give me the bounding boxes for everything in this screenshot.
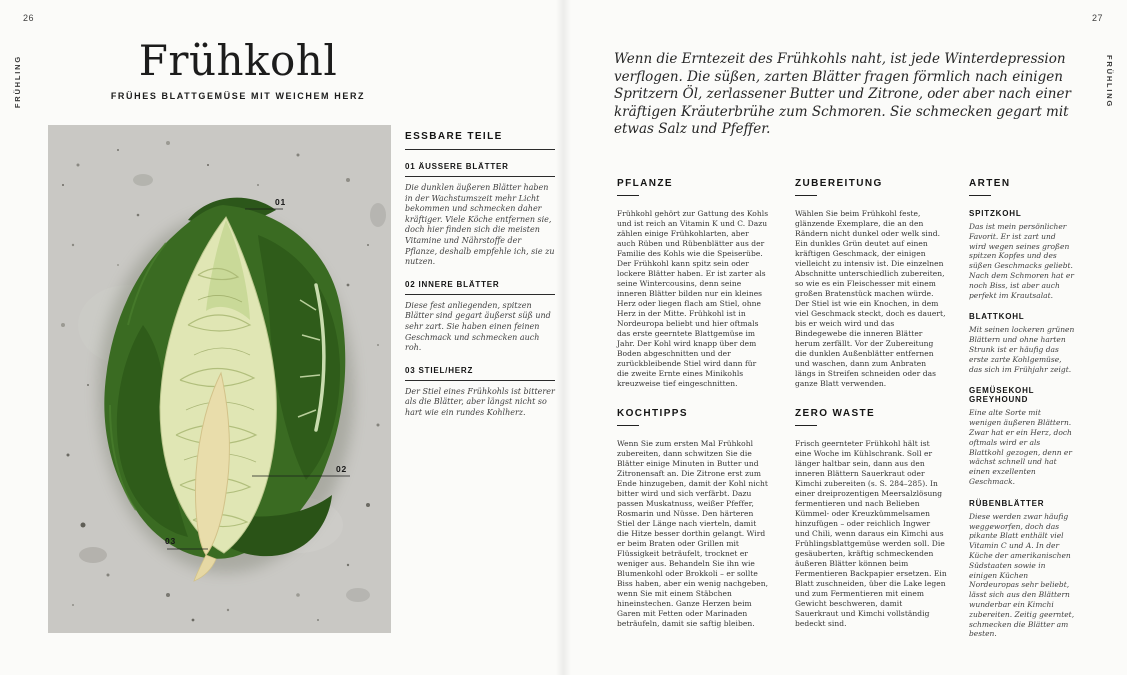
section-heading-zubereitung: ZUBEREITUNG — [795, 178, 947, 196]
variety-spitzkohl — [969, 209, 1075, 300]
sidebar-item-inner-leaves — [405, 280, 555, 354]
season-label-left: FRÜHLING — [13, 55, 22, 109]
section-zubereitung — [795, 178, 947, 389]
sidebar-heading: ESSBARE TEILE — [405, 131, 503, 142]
section-text-zero-waste: Frisch geernteter Frühkohl hält ist eine Woche im Kühlschrank. Soll er länger haltbar sein, dann aus den inneren Blättern Sauerkraut oder Kimchi zubereiten (s. S. 284–285). In einer dreiprozentigen Meersalzlösung fermentieren und nach Belieben Kümmel- oder Kreuzkümmelsamen hinzufügen – oder reichlich Ingwer und Chili, wenn daraus ein Kimchi aus Frühlingsblattgemüse werden soll. Die gesäuberten, kräftig schmeckenden äußeren Blätter können beim Fermentieren Backpapier ersetzen. Ein Blatt zuschneiden, über die Lake legen und zum Fermentieren mit einem Gewicht beschweren, damit Sauerkraut und Kimchi vollständig bedeckt sind. — [795, 439, 947, 628]
variety-list — [969, 209, 1075, 639]
intro-paragraph: Wenn die Erntezeit des Frühkohls naht, ist jede Winterdepression verflogen. Die süßen, zarten Blätter fragen förmlich nach einigen Spritzern Öl, zerlassener Butter und Zitrone, oder aber nach einer kräftigen Kräuterbrühe zum Schmoren. Sie schmecken gegart mit etwas Salz und Pfeffer. — [614, 51, 1071, 137]
variety-ruebenblaetter — [969, 499, 1075, 639]
chapter-header — [108, 36, 368, 101]
callout-03-label: 03 — [165, 536, 177, 546]
item-rule — [405, 176, 555, 177]
item-number: 03 — [405, 365, 416, 375]
section-heading-pflanze: PFLANZE — [617, 178, 769, 196]
variety-text: Eine alte Sorte mit wenigen äußeren Blättern. Zwar hat er ein Herz, doch oftmals wird er als Blattkohl gezogen, denn er wächst schnell und hat einen exzellenten Geschmack. — [969, 408, 1072, 486]
page-number-right: 27 — [1091, 13, 1103, 23]
variety-gemuesekohl-greyhound — [969, 386, 1075, 486]
variety-title: BLATTKOHL — [969, 312, 1025, 322]
sidebar-item-stem-heart — [405, 366, 555, 419]
callout-01-label: 01 — [275, 197, 287, 207]
variety-title: SPITZKOHL — [969, 209, 1022, 218]
cabbage-photo — [48, 125, 391, 633]
variety-title: RÜBENBLÄTTER — [969, 498, 1045, 508]
season-label-right: FRÜHLING — [1105, 55, 1114, 109]
item-text: Diese fest anliegenden, spitzen Blätter sind gegart äußerst süß und sehr zart. Sie haben einen feinen Geschmack und schmecken auch roh. — [405, 300, 551, 353]
page-title: Frühkohl — [138, 36, 338, 85]
item-rule — [405, 294, 555, 295]
page-number-left: 26 — [23, 13, 35, 23]
item-number: 02 — [405, 279, 416, 289]
section-arten — [969, 178, 1075, 639]
section-text-zubereitung: Wählen Sie beim Frühkohl feste, glänzende Exemplare, die an den Rändern nicht dunkel oder welk sind. Ein dunkles Grün deutet auf einen kräftigen Geschmack, der einigen vielleicht zu intensiv ist. Die einzelnen Abschnitte unterschiedlich zubereiten, so wie es ein Fleischesser mit einem großen Bratenstück machen würde. Der Stiel ist wie ein Knochen, in dem viel Geschmack steckt, doch es dauert, bis er weich wird und das Bindegewebe die inneren Blätter herum zerfällt. Vor der Zubereitung die dunklen Außenblätter entfernen und waschen, dann zum Anbraten längs in Streifen schneiden oder das ganze Blatt verwenden. — [795, 209, 946, 388]
variety-text: Diese werden zwar häufig weggeworfen, doch das pikante Blatt enthält viel Vitamin C und A. In der Küche der amerikanischen Südstaaten sowie in einigen Küchen Nordeuropas sehr beliebt, lässt sich aus den Blättern wunderbar ein Kimchi zubereiten. Zeitig geerntet, schmecken die Blätter am besten. — [969, 511, 1075, 639]
item-title: INNERE BLÄTTER — [418, 279, 500, 289]
variety-text: Mit seinen lockeren grünen Blättern und ohne harten Strunk ist er häufig das erste zarte Kohlgemüse, das sich im Frühjahr zeigt. — [969, 325, 1075, 374]
section-kochtipps — [617, 408, 769, 629]
item-rule — [405, 380, 555, 381]
section-heading-zero-waste: ZERO WASTE — [795, 408, 947, 426]
section-heading-kochtipps: KOCHTIPPS — [617, 408, 769, 426]
variety-text: Das ist mein persönlicher Favorit. Er ist zart und wird wegen seines großen spitzen Kopfes und des süßen Geschmacks geliebt. Nach dem Schmoren hat er noch Biss, ist aber auch perfekt im Krautsalat. — [969, 222, 1074, 300]
sidebar-rule — [405, 149, 555, 150]
section-pflanze — [617, 178, 769, 389]
item-number: 01 — [405, 162, 416, 171]
page-gutter — [556, 0, 571, 675]
callout-02-label: 02 — [336, 464, 348, 474]
cabbage-photo-svg — [48, 125, 391, 633]
section-text-kochtipps: Wenn Sie zum ersten Mal Frühkohl zubereiten, dann schwitzen Sie die Blätter einige Minuten in Butter und Zitronensaft an. Die Zitrone erst zum Ende hinzugeben, damit der Kohl nicht bitter wird und sich verfärbt. Dazu passen Muskatnuss, weißer Pfeffer, Rosmarin und Nüsse. Den härteren Stiel der Länge nach vierteln, damit die Hitze besser dorthin gelangt. Wird er beim Braten oder Grillen mit Flüssigkeit beträufelt, trocknet er weniger aus. Behandeln Sie ihn wie Blumenkohl oder Brokkoli – er sollte Biss haben, aber ein wenig nachgeben, wenn Sie mit einem Stäbchen hineinstechen. Ganze Herzen beim Garen mit Fetten oder Marinaden beträufeln, damit sie saftig bleiben. — [617, 439, 769, 628]
section-text-pflanze: Frühkohl gehört zur Gattung des Kohls und ist reich an Vitamin K und C. Dazu zählen einige Frühkohlarten, aber auch Rüben und Rübenblätter aus der Familie des Kohls wie die Speiserübe. Der Frühkohl kann spitz sein oder lockere Blätter haben. Er ist zarter als seine Wintercousins, denn seine inneren Blätter bilden nur ein kleines Herz oder liegen flach am Stiel, ohne Herz in der Mitte. Frühkohl ist in Nordeuropa beliebt und hier oftmals das erste geerntete Blattgemüse im Jahr. Der Kohl wird knapp über dem Boden abgeschnitten und der zurückbleibende Stiel wird dann für die zweite Ernte eines Minikohls kreuzweise tief eingeschnitten. — [617, 209, 769, 388]
item-text: Die dunklen äußeren Blätter haben in der Wachstumszeit mehr Licht bekommen und schmecken daher kräftiger. Viele Köche entfernen sie, doch hier finden sich die meisten Vitamine und Nährstoffe der Pflanze, deshalb empfehle ich, sie zu nutzen. — [405, 183, 555, 267]
sidebar-item-outer-leaves — [405, 162, 555, 268]
edible-parts-sidebar — [405, 131, 555, 419]
section-zero-waste — [795, 408, 947, 629]
item-text: Der Stiel eines Frühkohls ist bitterer als die Blätter, aber längst nicht so hart wie ein rundes Kohlherz. — [405, 386, 555, 417]
page-subtitle: FRÜHES BLATTGEMÜSE MIT WEICHEM HERZ — [110, 91, 366, 101]
item-title: ÄUSSERE BLÄTTER — [418, 162, 509, 171]
variety-title: GEMÜSEKOHL GREYHOUND — [969, 386, 1035, 405]
item-title: STIEL/HERZ — [418, 365, 474, 375]
variety-blattkohl — [969, 312, 1075, 374]
section-heading-arten: ARTEN — [969, 178, 1075, 196]
